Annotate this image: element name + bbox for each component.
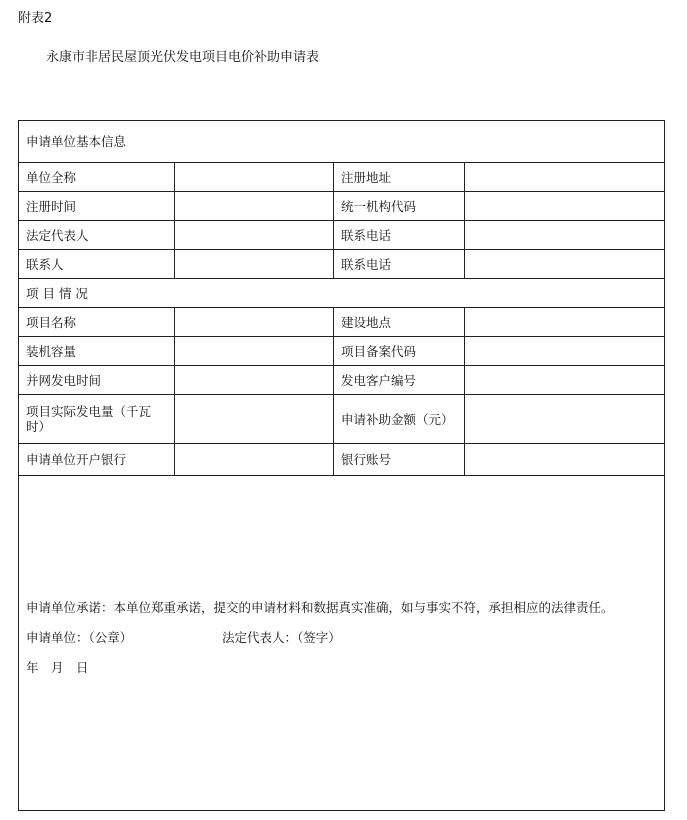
section-basic-info: 申请单位基本信息 [19, 121, 665, 163]
field-bank[interactable] [175, 444, 334, 476]
annex-label: 附表2 [18, 11, 53, 26]
field-actual-output[interactable] [175, 395, 334, 444]
field-project-name[interactable] [175, 308, 334, 337]
field-account[interactable] [465, 444, 665, 476]
field-subsidy-amount[interactable] [465, 395, 665, 444]
label-project-name: 项目名称 [19, 308, 175, 337]
field-customer-no[interactable] [465, 366, 665, 395]
legal-rep-sign-label: 法定代表人：（签字） [222, 630, 341, 645]
label-phone: 联系电话 [334, 221, 465, 250]
label-contact-phone: 联系电话 [334, 250, 465, 279]
label-capacity: 装机容量 [19, 337, 175, 366]
label-actual-output: 项目实际发电量（千瓦时） [19, 395, 175, 444]
field-site[interactable] [465, 308, 665, 337]
section-project-info: 项 目 情 况 [19, 279, 665, 308]
label-contact: 联系人 [19, 250, 175, 279]
label-site: 建设地点 [334, 308, 465, 337]
field-phone[interactable] [465, 221, 665, 250]
label-company-name: 单位全称 [19, 163, 175, 192]
field-capacity[interactable] [175, 337, 334, 366]
form-title: 永康市非居民屋顶光伏发电项目电价补助申请表 [46, 50, 320, 65]
field-legal-rep[interactable] [175, 221, 334, 250]
label-reg-address: 注册地址 [334, 163, 465, 192]
field-reg-address[interactable] [465, 163, 665, 192]
label-grid-date: 并网发电时间 [19, 366, 175, 395]
date-label: 年 月 日 [26, 660, 89, 675]
field-org-code[interactable] [465, 192, 665, 221]
label-legal-rep: 法定代表人 [19, 221, 175, 250]
field-contact[interactable] [175, 250, 334, 279]
field-contact-phone[interactable] [465, 250, 665, 279]
label-org-code: 统一机构代码 [334, 192, 465, 221]
label-account: 银行账号 [334, 444, 465, 476]
pledge-text: 申请单位承诺：本单位郑重承诺，提交的申请材料和数据真实准确，如与事实不符，承担相应的法律责任。 [26, 600, 614, 615]
pledge-cell [19, 476, 665, 811]
label-filing-code: 项目备案代码 [334, 337, 465, 366]
field-grid-date[interactable] [175, 366, 334, 395]
field-company-name[interactable] [175, 163, 334, 192]
label-bank: 申请单位开户银行 [19, 444, 175, 476]
field-reg-date[interactable] [175, 192, 334, 221]
field-filing-code[interactable] [465, 337, 665, 366]
label-subsidy-amount: 申请补助金额（元） [334, 395, 465, 444]
label-customer-no: 发电客户编号 [334, 366, 465, 395]
label-reg-date: 注册时间 [19, 192, 175, 221]
application-form-table [18, 120, 665, 811]
applicant-seal-label: 申请单位：（公章） [26, 630, 133, 645]
